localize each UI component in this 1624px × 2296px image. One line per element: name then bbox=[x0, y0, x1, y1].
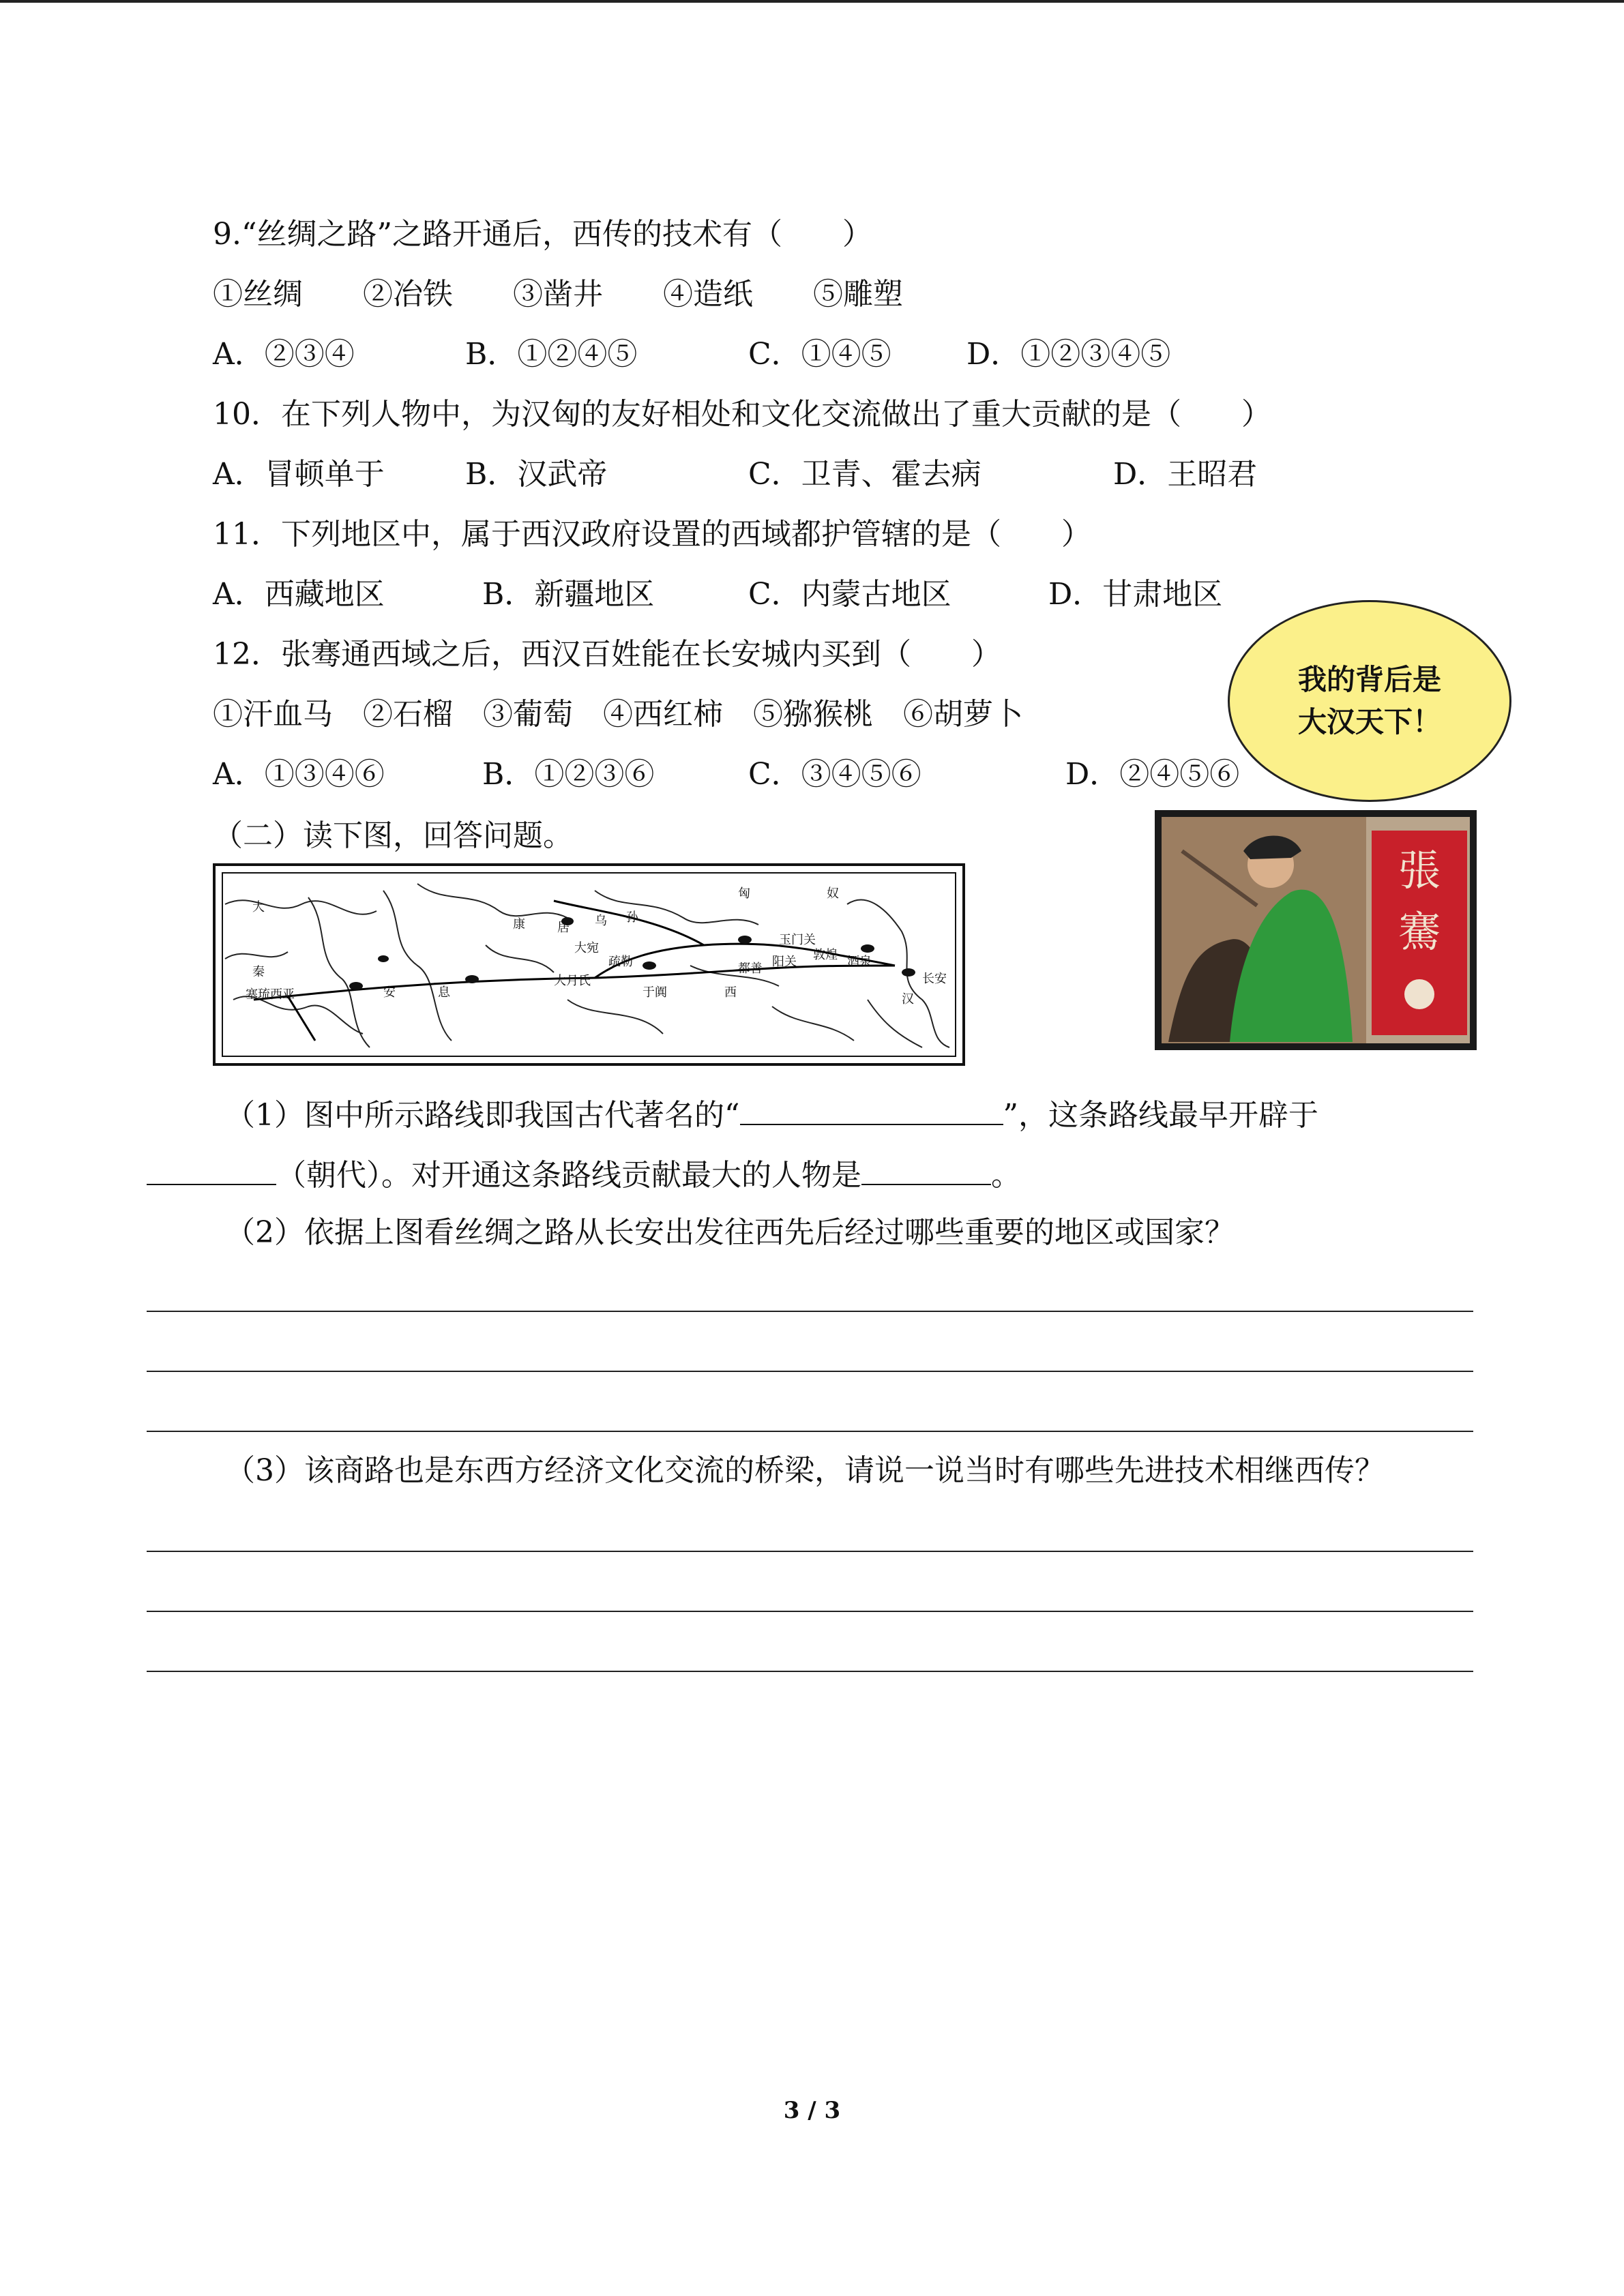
q11-stem: 11．下列地区中，属于西汉政府设置的西域都护管辖的是（ ） bbox=[213, 517, 1091, 552]
answer-line-2a[interactable] bbox=[147, 1311, 1473, 1312]
sub1-blank-dynasty[interactable] bbox=[147, 1152, 276, 1185]
map-label-changan: 长安 bbox=[922, 972, 947, 986]
map-label-jiuquan: 酒泉 bbox=[847, 955, 872, 969]
map-label-yangguan: 阳关 bbox=[772, 955, 797, 969]
q12-option-d: D．②④⑤⑥ bbox=[1065, 757, 1240, 792]
map-label-an: 安 bbox=[383, 985, 396, 1000]
sub3-question: （3）该商路也是东西方经济文化交流的桥梁，请说一说当时有哪些先进技术相继西传？ bbox=[225, 1453, 1385, 1488]
map-label-ju: 居 bbox=[557, 921, 570, 935]
map-label-dunhuang: 敦煌 bbox=[813, 948, 838, 962]
map-label-han: 汉 bbox=[902, 992, 914, 1007]
q9-option-d: D．①②③④⑤ bbox=[966, 337, 1171, 372]
q11-option-a: A．西藏地区 bbox=[213, 577, 385, 612]
q9-option-c: C．①④⑤ bbox=[748, 337, 891, 372]
q9-items: ①丝绸 ②冶铁 ③凿井 ④造纸 ⑤雕塑 bbox=[213, 277, 903, 312]
answer-line-3b[interactable] bbox=[147, 1611, 1473, 1612]
page-top-border bbox=[0, 0, 1624, 3]
q12-option-b: B．①②③⑥ bbox=[482, 757, 655, 792]
map-label-shanshan: 都善 bbox=[738, 961, 763, 976]
q12-option-c: C．③④⑤⑥ bbox=[748, 757, 921, 792]
q10-option-c: C．卫青、霍去病 bbox=[748, 457, 981, 492]
portrait-seal-char-2: 騫 bbox=[1398, 907, 1441, 957]
map-label-sun: 孙 bbox=[626, 910, 638, 925]
q11-option-c: C．内蒙古地区 bbox=[748, 577, 951, 612]
q9-options bbox=[213, 334, 1372, 375]
map-label-shule: 疏勒 bbox=[608, 955, 633, 969]
answer-line-3a[interactable] bbox=[147, 1551, 1473, 1552]
sub1-blank-person[interactable] bbox=[861, 1152, 991, 1185]
q11-options bbox=[213, 574, 1372, 615]
map-label-nu: 奴 bbox=[827, 886, 839, 901]
silk-road-map bbox=[213, 863, 965, 1066]
sub1-blank-route[interactable] bbox=[740, 1092, 1003, 1125]
map-label-xiong: 匈 bbox=[738, 886, 750, 901]
q12-stem: 12．张骞通西域之后，西汉百姓能在长安城内买到（ ） bbox=[213, 637, 1001, 672]
map-label-dayuan: 大宛 bbox=[574, 941, 599, 955]
section-2-title: （二）读下图，回答问题。 bbox=[213, 818, 573, 853]
portrait-seal-stamp bbox=[1404, 979, 1434, 1009]
map-label-dayuezhi: 大月氏 bbox=[554, 974, 591, 988]
map-label-xi: 息 bbox=[438, 985, 450, 1000]
q9-option-a: A．②③④ bbox=[213, 337, 355, 372]
page-number: 3 / 3 bbox=[783, 2097, 841, 2124]
sub1-part4: 。 bbox=[991, 1158, 1021, 1193]
q10-option-b: B．汉武帝 bbox=[465, 457, 608, 492]
sub1-part2: ”，这条路线最早开辟于 bbox=[1003, 1098, 1318, 1133]
speech-bubble-line1: 我的背后是 bbox=[1297, 663, 1441, 696]
sub1-line1 bbox=[225, 1092, 1318, 1136]
q10-options bbox=[213, 454, 1372, 495]
map-label-yutian: 于阗 bbox=[643, 985, 667, 1000]
map-label-seleucia: 塞琉西亚 bbox=[246, 987, 295, 1002]
q11-option-b: B．新疆地区 bbox=[482, 577, 655, 612]
speech-bubble bbox=[1228, 600, 1511, 802]
q12-option-a: A．①③④⑥ bbox=[213, 757, 385, 792]
q12-options bbox=[213, 754, 1372, 795]
q12-items: ①汗血马 ②石榴 ③葡萄 ④西红柿 ⑤猕猴桃 ⑥胡萝卜 bbox=[213, 697, 1023, 732]
map-label-qin: 秦 bbox=[252, 965, 265, 979]
map-label-kang: 康 bbox=[513, 917, 525, 931]
map-label-da: 大 bbox=[252, 900, 265, 914]
sub1-line2 bbox=[147, 1152, 1021, 1196]
answer-line-3c[interactable] bbox=[147, 1671, 1473, 1672]
answer-line-2c[interactable] bbox=[147, 1431, 1473, 1432]
map-label-xiyu: 西 bbox=[724, 985, 737, 1000]
sub2-question: （2）依据上图看丝绸之路从长安出发往西先后经过哪些重要的地区或国家？ bbox=[225, 1215, 1235, 1250]
sub1-part1: （1）图中所示路线即我国古代著名的“ bbox=[225, 1098, 740, 1133]
q9-stem: 9.“丝绸之路”之路开通后，西传的技术有（ ） bbox=[213, 217, 872, 252]
map-label-yumenguan: 玉门关 bbox=[779, 933, 816, 947]
q10-stem: 10．在下列人物中，为汉匈的友好相处和文化交流做出了重大贡献的是（ ） bbox=[213, 397, 1271, 432]
portrait-seal-char-1: 張 bbox=[1398, 846, 1441, 895]
q10-option-a: A．冒顿单于 bbox=[213, 457, 385, 492]
sub1-part3: （朝代）。对开通这条路线贡献最大的人物是 bbox=[276, 1158, 861, 1193]
q9-option-b: B．①②④⑤ bbox=[465, 337, 638, 372]
zhang-qian-portrait bbox=[1155, 810, 1477, 1050]
speech-bubble-line2: 大汉天下！ bbox=[1297, 705, 1441, 739]
q10-option-d: D．王昭君 bbox=[1113, 457, 1258, 492]
map-label-wu: 乌 bbox=[595, 914, 607, 928]
answer-line-2b[interactable] bbox=[147, 1371, 1473, 1372]
q11-option-d: D．甘肃地区 bbox=[1048, 577, 1223, 612]
